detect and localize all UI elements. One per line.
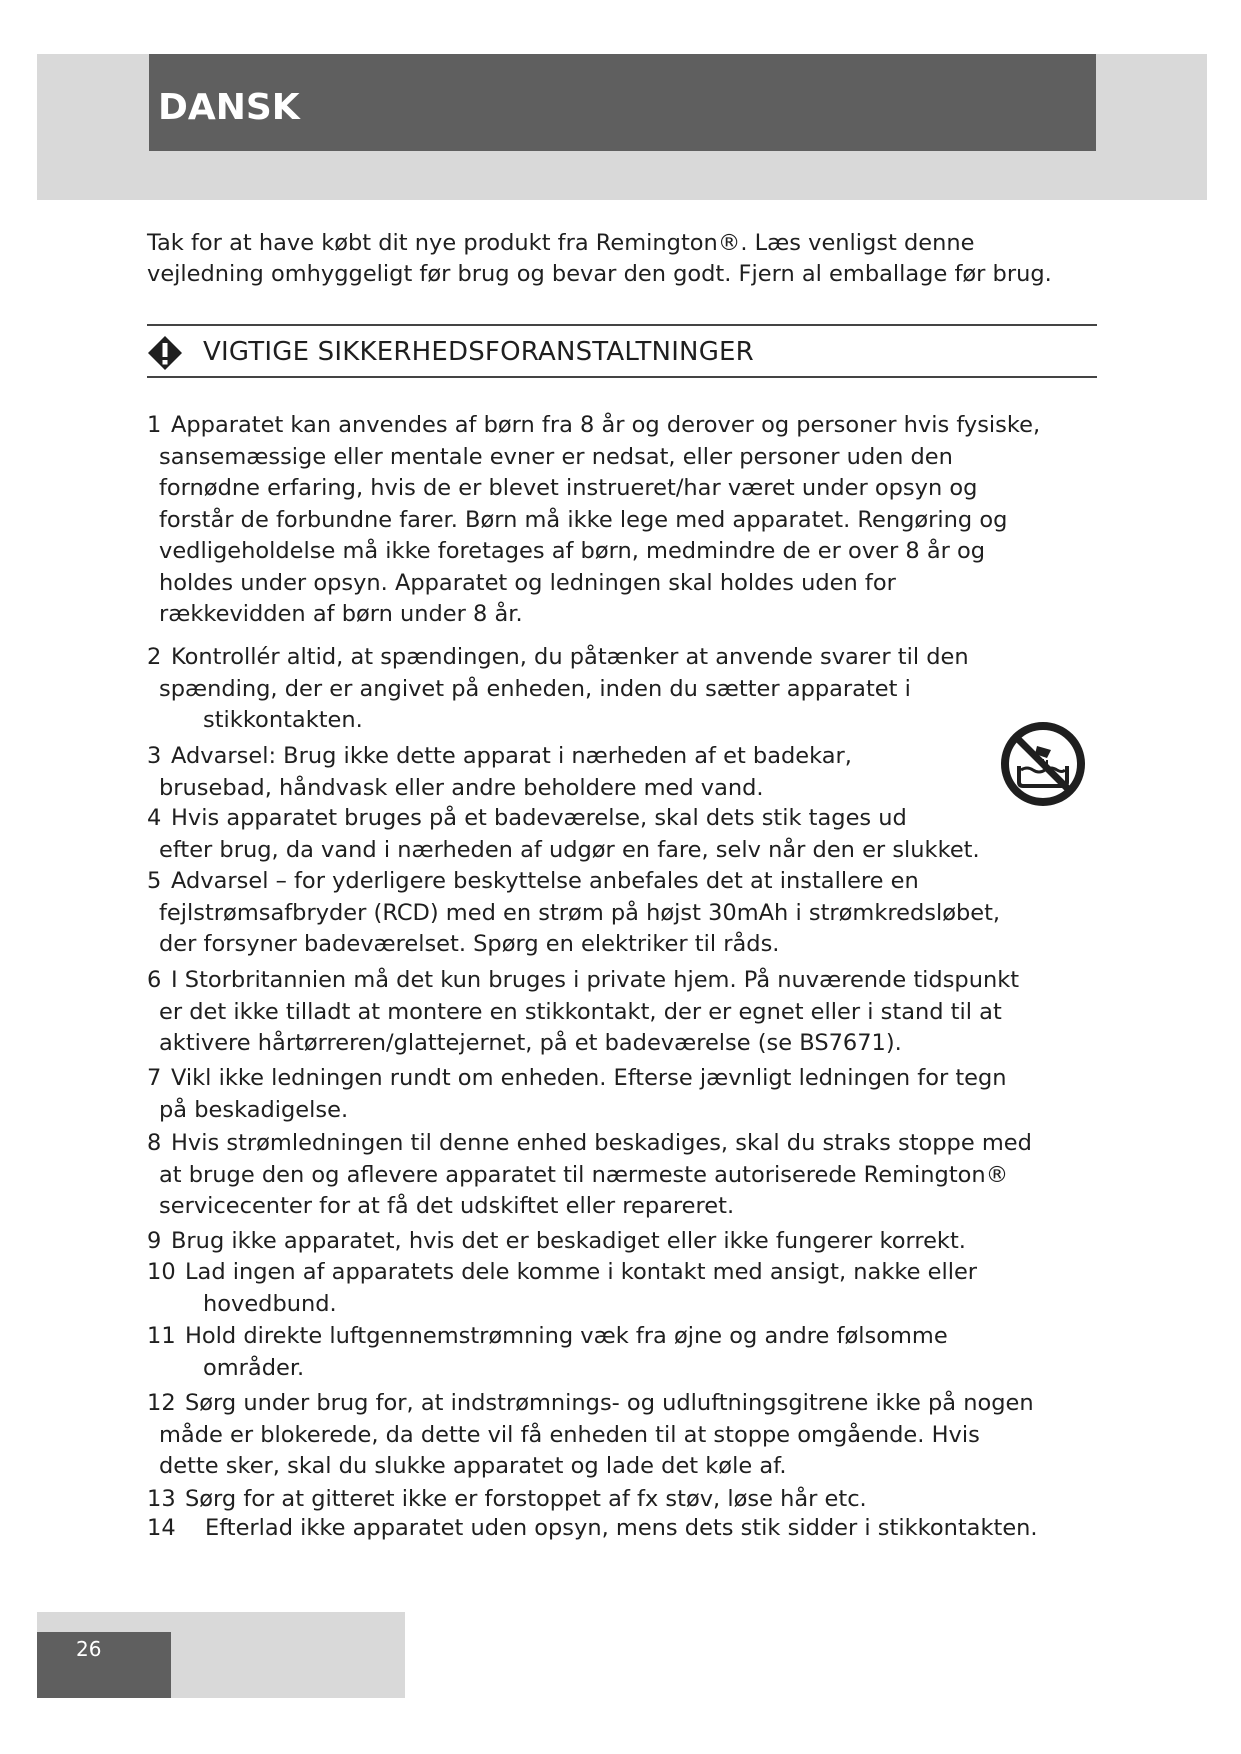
item-line: Hold direkte luftgennemstrømning væk fra øjne og andre følsomme xyxy=(185,1323,948,1349)
item-line: Apparatet kan anvendes af børn fra 8 år og derover og personer hvis fysiske, xyxy=(171,412,1041,438)
safety-item-2 xyxy=(147,642,1087,737)
item-line: der forsyner badeværelset. Spørg en elektriker til råds. xyxy=(159,931,780,957)
item-number: 5 xyxy=(147,868,162,894)
section-rule-bottom xyxy=(147,376,1097,378)
section-title: VIGTIGE SIKKERHEDSFORANSTALTNINGER xyxy=(203,337,754,367)
item-number: 13 xyxy=(147,1486,176,1512)
safety-item-4 xyxy=(147,803,1087,866)
item-line: efter brug, da vand i nærheden af udgør en fare, selv når den er slukket. xyxy=(159,836,980,863)
item-line: Sørg for at gitteret ikke er forstoppet af fx støv, løse hår etc. xyxy=(185,1486,867,1512)
safety-item-6 xyxy=(147,965,1087,1060)
warning-icon xyxy=(147,335,183,371)
safety-item-11 xyxy=(147,1321,1087,1384)
item-number: 1 xyxy=(147,412,162,438)
item-line: fornødne erfaring, hvis de er blevet instrueret/har været under opsyn og xyxy=(159,475,978,501)
item-line: aktivere hårtørreren/glattejernet, på et badeværelse (se BS7671). xyxy=(159,1030,902,1056)
item-line: Lad ingen af apparatets dele komme i kontakt med ansigt, nakke eller xyxy=(185,1259,978,1285)
item-line: vedligeholdelse må ikke foretages af børn, medmindre de er over 8 år og xyxy=(159,538,986,564)
item-line: fejlstrømsafbryder (RCD) med en strøm på højst 30mAh i strømkredsløbet, xyxy=(159,899,1001,926)
page-number: 26 xyxy=(76,1637,102,1661)
safety-item-13 xyxy=(147,1484,1087,1516)
item-line: hovedbund. xyxy=(203,1290,337,1317)
item-line: I Storbritannien må det kun bruges i private hjem. På nuværende tidspunkt xyxy=(171,967,1020,993)
language-title: DANSK xyxy=(158,87,300,128)
item-number: 11 xyxy=(147,1323,176,1349)
item-line: stikkontakten. xyxy=(203,707,363,733)
item-number: 8 xyxy=(147,1130,162,1156)
item-line: forstår de forbundne farer. Børn må ikke lege med apparatet. Rengøring og xyxy=(159,506,1008,533)
item-number: 7 xyxy=(147,1065,162,1091)
item-line: Sørg under brug for, at indstrømnings- og udluftningsgitrene ikke på nogen xyxy=(185,1390,1034,1416)
item-line: servicecenter for at få det udskiftet eller repareret. xyxy=(159,1193,735,1219)
intro-paragraph xyxy=(147,228,1107,290)
item-number: 6 xyxy=(147,967,162,993)
safety-item-7 xyxy=(147,1063,1087,1126)
item-line: områder. xyxy=(203,1354,305,1381)
safety-item-1 xyxy=(147,410,1087,631)
footer-page-tab xyxy=(37,1632,171,1698)
section-rule-top xyxy=(147,324,1097,326)
item-number: 9 xyxy=(147,1228,162,1254)
item-number: 3 xyxy=(147,743,162,769)
intro-line-1: Tak for at have købt dit nye produkt fra Remington®. Læs venligst denne xyxy=(147,230,975,256)
item-line: Hvis strømledningen til denne enhed beskadiges, skal du straks stoppe med xyxy=(171,1130,1032,1156)
item-line: på beskadigelse. xyxy=(159,1096,349,1123)
item-line: brusebad, håndvask eller andre beholdere med vand. xyxy=(159,774,764,801)
safety-item-3 xyxy=(147,741,1087,804)
item-number: 4 xyxy=(147,805,162,831)
safety-item-5 xyxy=(147,866,1087,961)
item-line: at bruge den og aflevere apparatet til nærmeste autoriserede Remington® xyxy=(159,1161,1009,1188)
item-number: 12 xyxy=(147,1390,176,1416)
item-line: dette sker, skal du slukke apparatet og lade det køle af. xyxy=(159,1453,787,1479)
item-line: måde er blokerede, da dette vil få enheden til at stoppe omgående. Hvis xyxy=(159,1421,980,1448)
item-number: 10 xyxy=(147,1259,176,1285)
safety-item-14 xyxy=(147,1513,1087,1545)
intro-line-2: vejledning omhyggeligt før brug og bevar den godt. Fjern al emballage før brug. xyxy=(147,261,1052,287)
item-line: Advarsel: Brug ikke dette apparat i nærheden af et badekar, xyxy=(171,743,852,769)
safety-item-10 xyxy=(147,1257,1087,1320)
item-line: Kontrollér altid, at spændingen, du påtænker at anvende svarer til den xyxy=(171,644,969,670)
item-line: Hvis apparatet bruges på et badeværelse, skal dets stik tages ud xyxy=(171,805,907,831)
item-line: er det ikke tilladt at montere en stikkontakt, der er egnet eller i stand til at xyxy=(159,998,1002,1025)
safety-item-9 xyxy=(147,1226,1087,1258)
item-line: Efterlad ikke apparatet uden opsyn, mens dets stik sidder i stikkontakten. xyxy=(205,1515,1038,1541)
safety-item-12 xyxy=(147,1388,1087,1483)
item-number: 14 xyxy=(147,1515,176,1541)
item-line: holdes under opsyn. Apparatet og ledningen skal holdes uden for xyxy=(159,569,896,596)
item-line: sansemæssige eller mentale evner er nedsat, eller personer uden den xyxy=(159,443,953,470)
item-line: spænding, der er angivet på enheden, inden du sætter apparatet i xyxy=(159,675,911,702)
item-line: Vikl ikke ledningen rundt om enheden. Efterse jævnligt ledningen for tegn xyxy=(171,1065,1007,1091)
item-line: Brug ikke apparatet, hvis det er beskadiget eller ikke fungerer korrekt. xyxy=(171,1228,966,1254)
item-line: rækkevidden af børn under 8 år. xyxy=(159,601,523,627)
item-number: 2 xyxy=(147,644,162,670)
safety-item-8 xyxy=(147,1128,1087,1223)
no-water-bath-icon xyxy=(999,720,1087,808)
item-line: Advarsel – for yderligere beskyttelse anbefales det at installere en xyxy=(171,868,919,894)
